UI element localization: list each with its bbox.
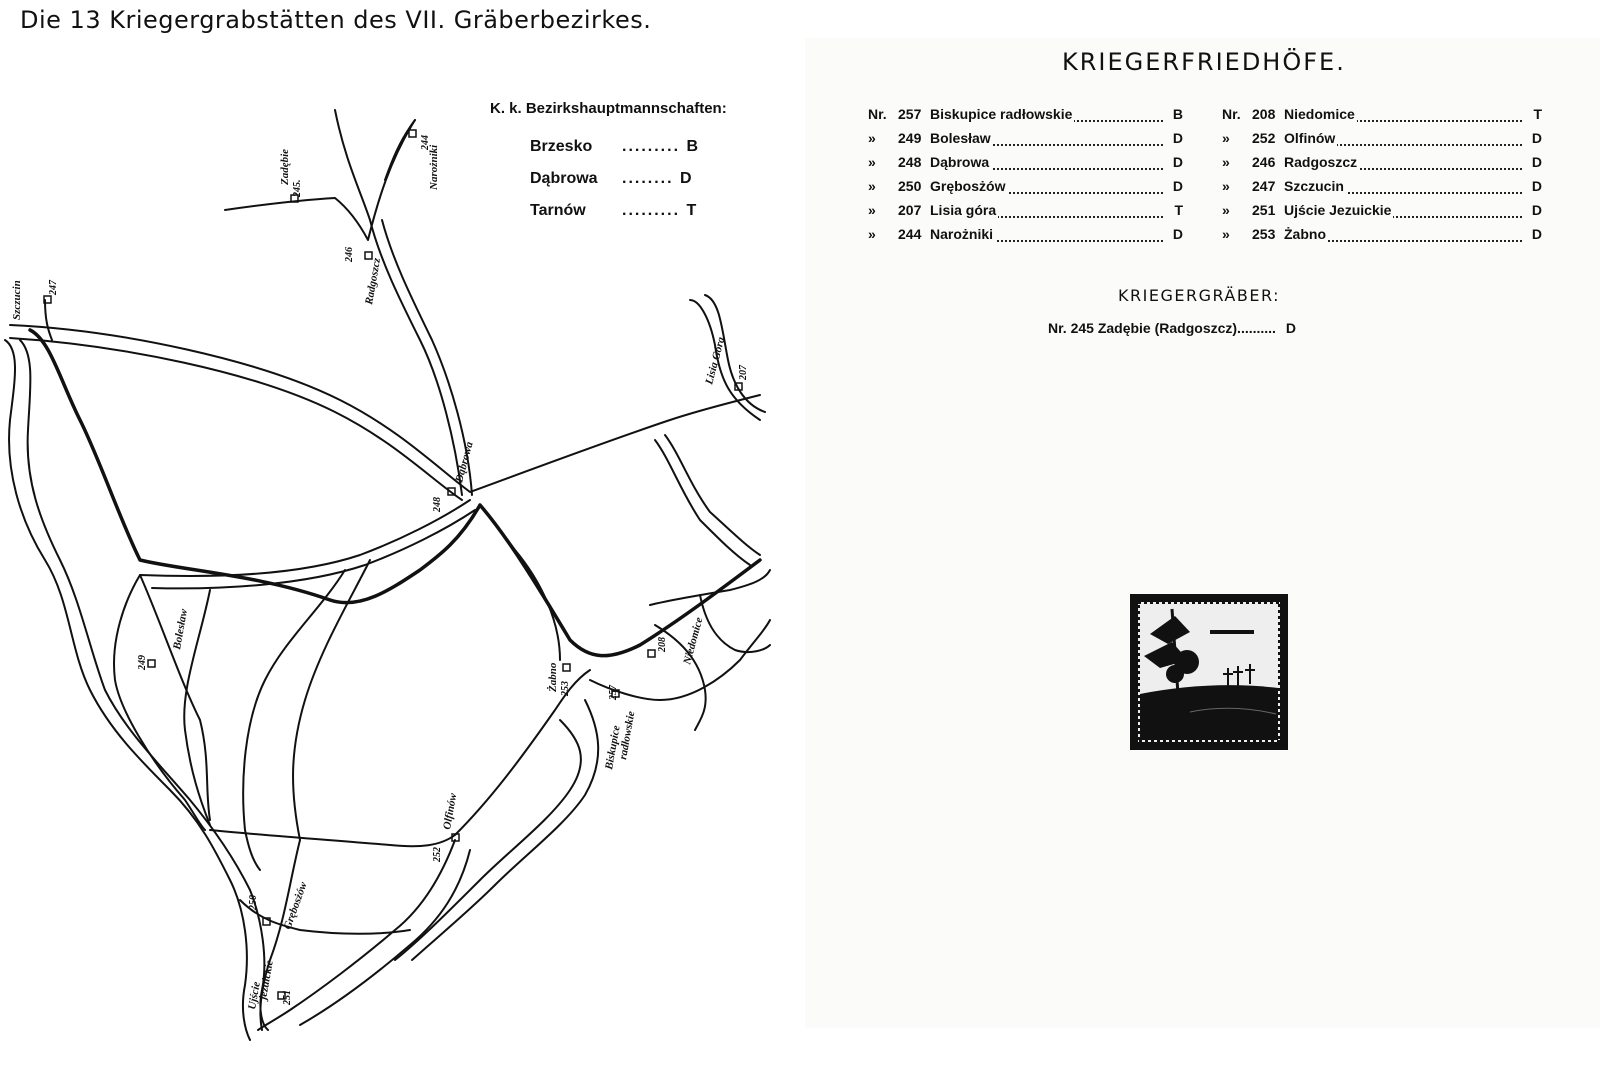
cemetery-row [1222,154,1542,178]
district-map [0,0,790,1074]
map-num-248: 248 [432,497,443,512]
map-label-olfinow: Olfinów [441,792,460,831]
row-code: D [1526,154,1542,170]
row-number: 251 [1252,202,1276,218]
row-name: Ujście Jezuickie [1284,202,1392,218]
row-prefix: » [1222,154,1230,170]
row-number: 246 [1252,154,1276,170]
cemetery-row [1222,178,1542,202]
legend-row: Dąbrowa ........ D [530,170,692,187]
cemetery-marker [148,660,155,667]
row-prefix: Nr. [1222,106,1241,122]
road-zadebie [225,120,415,240]
map-label-radgoszcz: Radgoszcz [363,257,384,306]
row-name: Dąbrowa [930,154,990,170]
map-num-244: 244 [420,135,431,150]
legend-district-code: B [686,138,699,155]
legend-district-name: Tarnów [530,202,586,219]
cemetery-row [868,130,1183,154]
row-name: Radgoszcz [1284,154,1358,170]
row-code: D [1167,226,1183,242]
row-number: 207 [898,202,922,218]
map-num-249: 249 [137,655,148,670]
map-label-zadebie: Zadębie [279,148,291,185]
cemetery-marker [409,130,416,137]
road-lisia-link-2 [665,435,760,555]
row-prefix: » [1222,130,1230,146]
page-title: Die 13 Kriegergrabstätten des VII. Gräberbezirkes. [20,6,652,34]
river-bank-east [20,340,268,1030]
map-label-radlowskie: radłowskie [617,710,638,761]
map-label-biskupice: Biskupice [603,724,623,771]
left-page [0,0,790,1074]
map-num-250: 250 [248,895,259,910]
road-niedomice [650,570,770,605]
cemetery-row [868,226,1183,250]
row-number: 252 [1252,130,1276,146]
map-num-251: 251 [282,990,293,1005]
row-name: Bolesław [930,130,991,146]
row-code: D [1526,202,1542,218]
map-num-252: 252 [432,847,443,862]
cemetery-row [868,106,1183,130]
road-szczucin [45,300,52,340]
legend-district-name: Dąbrowa [530,170,598,187]
map-num-247: 247 [48,280,59,295]
map-label-lisia-gora: Lisia Góra [703,335,728,386]
row-code: D [1526,130,1542,146]
road-zabno [480,505,560,660]
row-code: T [1526,106,1542,122]
row-name: Narożniki [930,226,994,242]
cemetery-row [868,154,1183,178]
row-name: Grębosżów [930,178,1006,194]
row-name: Szczucin [1284,178,1344,194]
legend-row: Tarnów ......... T [530,202,697,219]
cemetery-row [1222,226,1542,250]
map-num-246: 246 [344,247,355,262]
row-number: 250 [898,178,922,194]
row-code: D [1167,178,1183,194]
map-num-245: 245. [292,179,303,197]
map-label-zabno: Żabno [547,662,559,692]
row-name: Lisia góra [930,202,997,218]
legend-district-code: T [686,202,697,219]
row-prefix: » [1222,226,1230,242]
legend-row: Brzesko ......... B [530,138,699,155]
legend-district-name: Brzesko [530,138,593,155]
map-label-dabrowa: Dąbrowa [453,440,476,484]
river-east-2 [395,720,581,960]
road-south-3 [240,900,410,934]
map-label-jezuickie: jezuickie [257,959,276,1001]
row-prefix: » [868,130,876,146]
row-prefix: » [868,226,876,242]
cemeteries-title: KRIEGERFRIEDHÖFE. [1062,48,1346,76]
map-label-greboszow: Grębosżów [281,880,310,932]
road-radgoszcz [335,110,462,495]
cemetery-row [868,202,1183,226]
road-boleslaw [140,500,470,820]
row-number: 253 [1252,226,1276,242]
cemetery-list-left [868,106,1183,250]
row-code: B [1167,106,1183,122]
road-niedomice-3 [700,595,770,652]
row-prefix: » [868,202,876,218]
map-num-208: 208 [657,637,668,652]
row-number: 249 [898,130,922,146]
cemetery-row [1222,202,1542,226]
map-num-207: 207 [738,365,749,380]
row-prefix: Nr. [868,106,887,122]
row-prefix: » [1222,202,1230,218]
gutter [790,0,805,1074]
cemetery-row [1222,130,1542,154]
row-number: 248 [898,154,922,170]
row-name: Biskupice radłowskie [930,106,1073,122]
cemetery-marker [563,664,570,671]
cemetery-marker [648,650,655,657]
row-number: 244 [898,226,922,242]
map-label-boleslaw: Bolesław [171,608,191,651]
grave-text: Nr. 245 Zadębie (Radgoszcz).......... [1048,320,1276,336]
row-prefix: » [868,178,876,194]
legend-district-code: D [680,170,692,187]
grave-code: D [1285,320,1296,336]
map-num-257: 257 [608,685,619,700]
row-number: 208 [1252,106,1276,122]
row-code: D [1526,226,1542,242]
woodcut-vignette [1130,594,1288,750]
row-name: Żabno [1284,226,1326,242]
row-code: D [1526,178,1542,194]
row-prefix: » [1222,178,1230,194]
row-code: T [1167,202,1183,218]
road-olfinow [210,670,590,846]
road-center-2 [243,570,345,870]
map-label-narozniki: Narożniki [428,144,440,190]
cemetery-row [1222,106,1542,130]
map-label-niedomice: Niedomice [681,616,706,666]
graves-title: KRIEGERGRÄBER: [1118,286,1280,305]
cemetery-row [868,178,1183,202]
railway-line [30,330,760,656]
river-bank-west [5,340,250,1040]
road-west-south [184,590,210,825]
road-olfinow-2 [260,840,300,1030]
grave-row [1048,320,1296,336]
map-label-ujscie: Ujście [246,980,263,1011]
row-prefix: » [868,154,876,170]
row-number: 257 [898,106,922,122]
map-label-szczucin: Szczucin [11,280,23,320]
row-name: Olfinów [1284,130,1336,146]
cemetery-list-right [1222,106,1542,250]
row-code: D [1167,130,1183,146]
row-number: 247 [1252,178,1276,194]
map-num-253: 253 [560,681,571,696]
row-name: Niedomice [1284,106,1355,122]
legend-heading: K. k. Bezirkshauptmannschaften: [490,100,727,117]
row-code: D [1167,154,1183,170]
river-east-3 [412,700,598,960]
